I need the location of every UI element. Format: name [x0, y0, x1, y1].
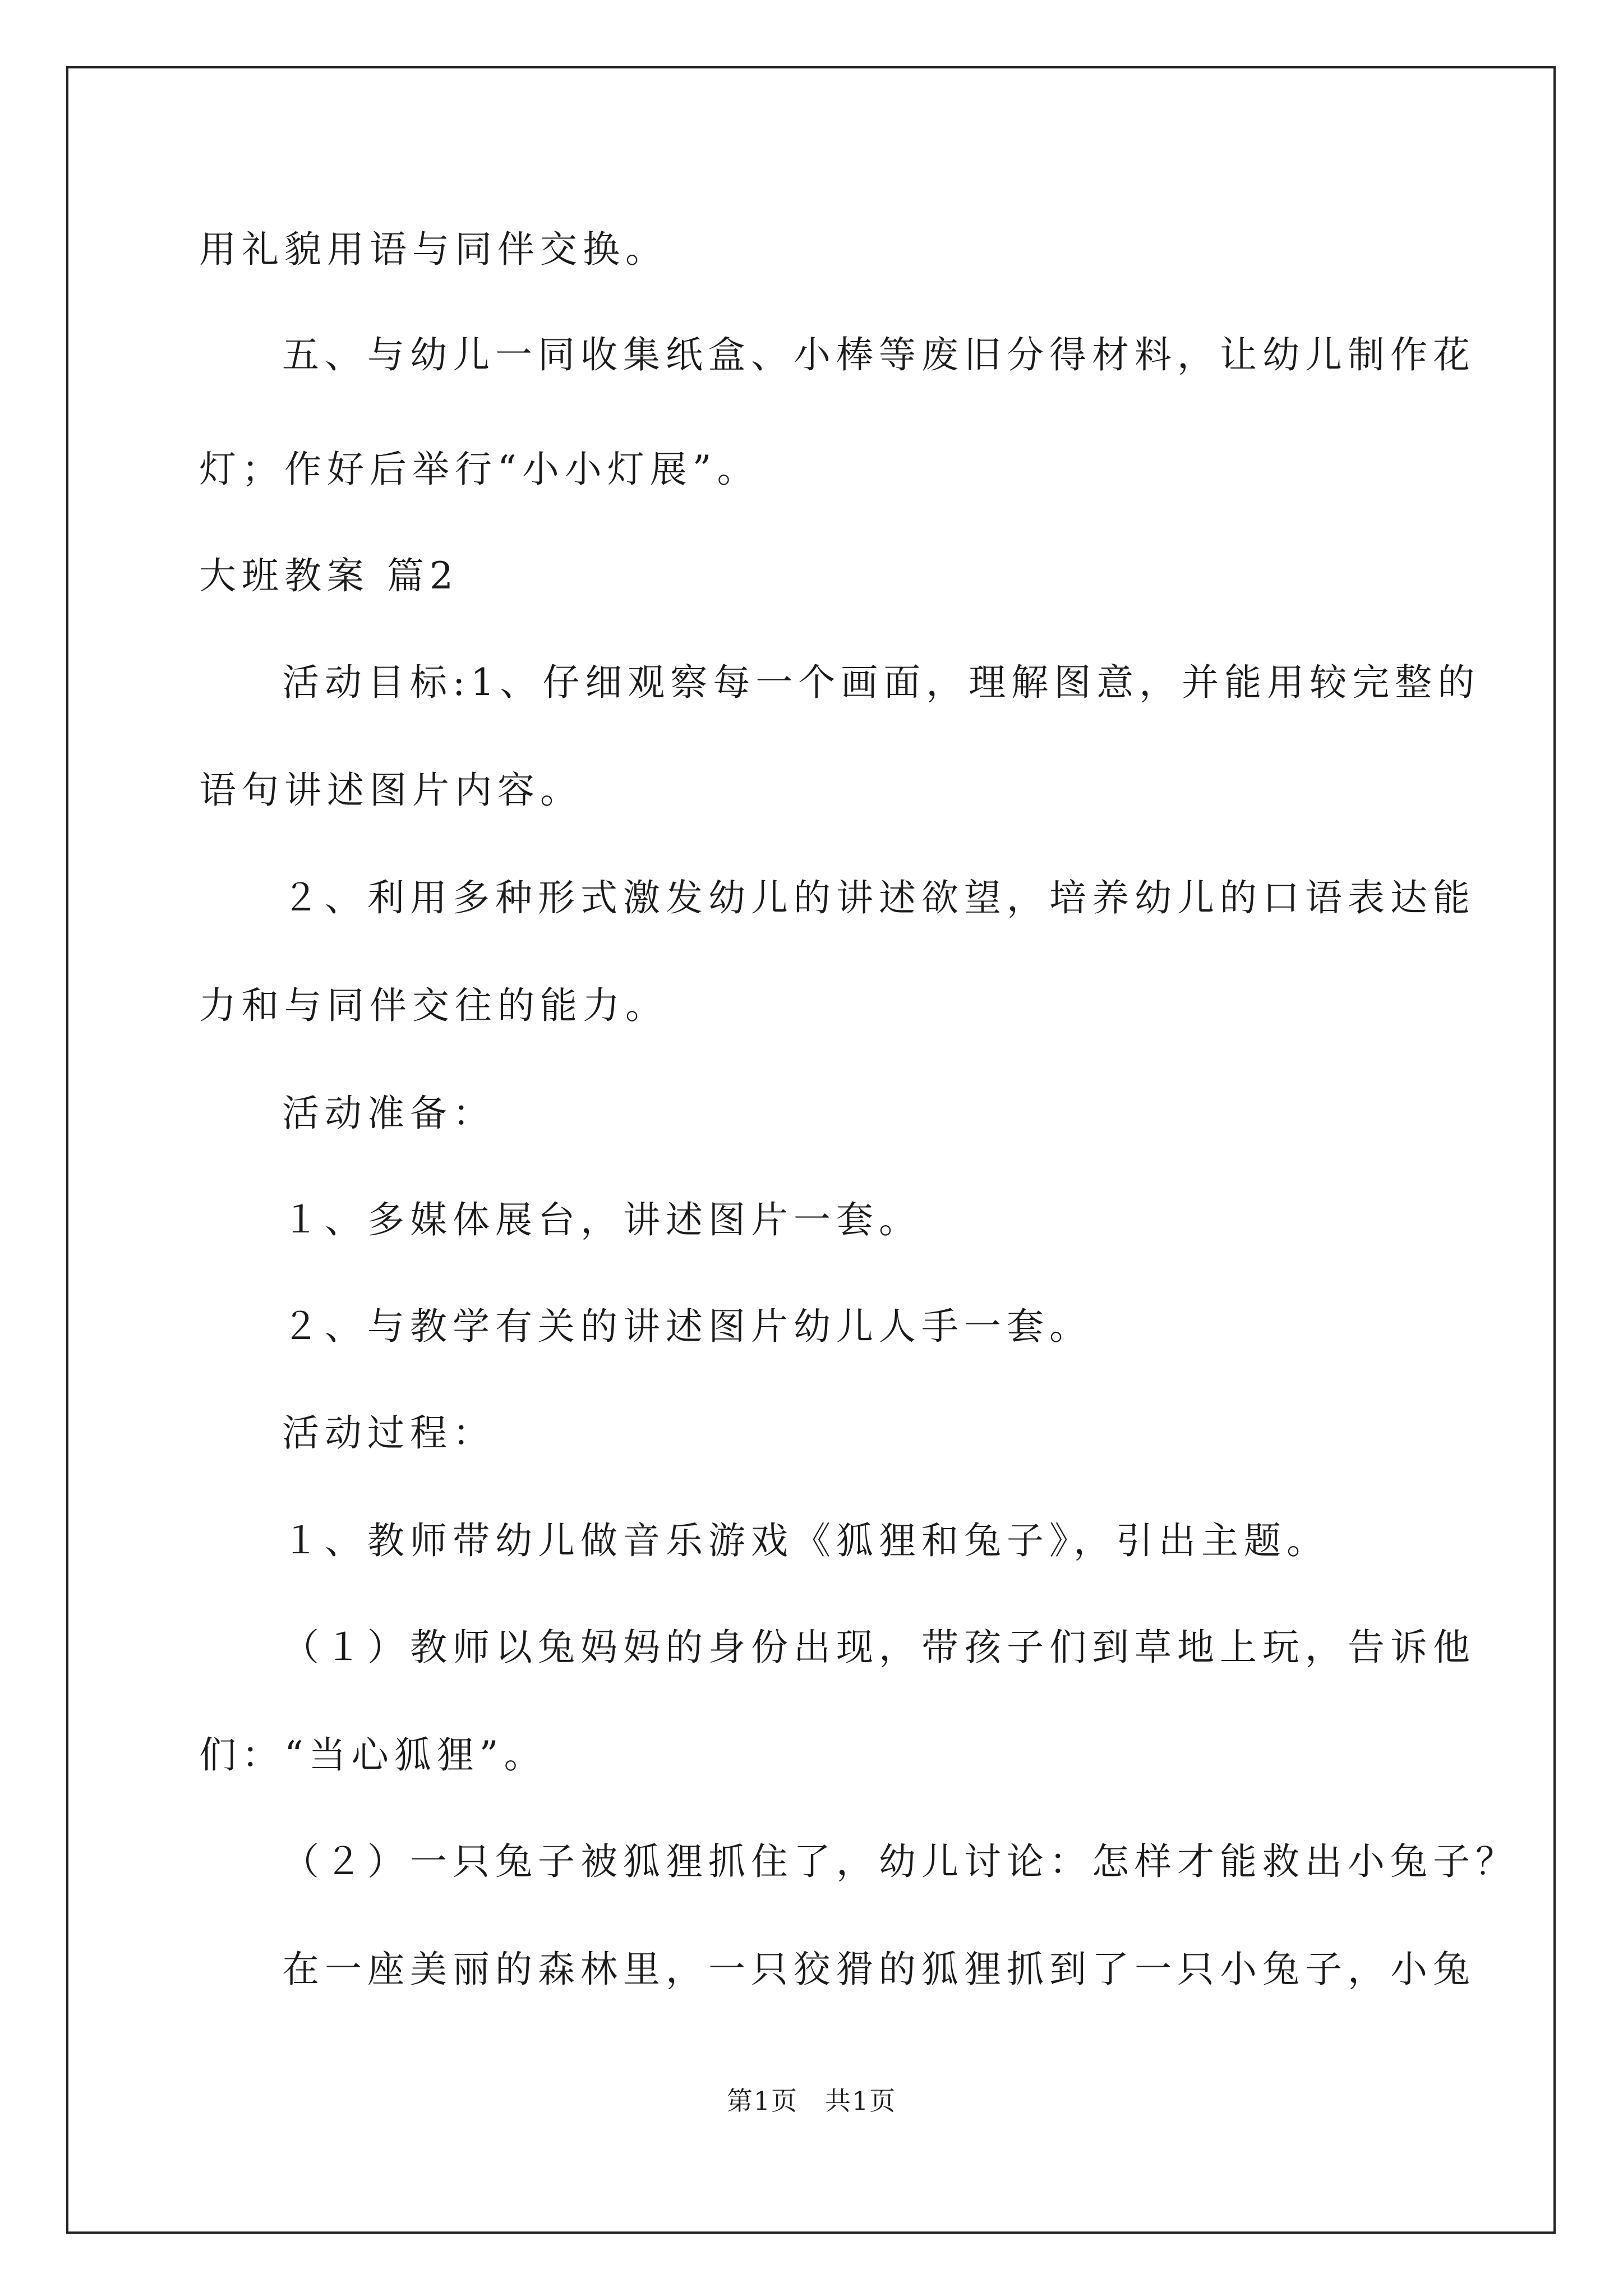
- paragraph-line: ２、利用多种形式激发幼儿的讲述欲望，培养幼儿的口语表达能: [282, 876, 1476, 919]
- paragraph-line: （１）教师以兔妈妈的身份出现，带孩子们到草地上玩，告诉他: [282, 1626, 1476, 1669]
- paragraph-line: 力和与同伴交往的能力。: [199, 984, 668, 1027]
- paragraph-line: ２、与教学有关的讲述图片幼儿人手一套。: [282, 1305, 1092, 1348]
- paragraph-line: １、多媒体展台，讲述图片一套。: [282, 1198, 921, 1241]
- section-heading: 大班教案 篇2: [199, 554, 459, 597]
- paragraph-line: 们：“当心狐狸”。: [199, 1733, 547, 1777]
- paragraph-line: 活动过程：: [282, 1411, 495, 1455]
- paragraph-line: 在一座美丽的森林里，一只狡猾的狐狸抓到了一只小兔子，小兔: [282, 1948, 1476, 1991]
- paragraph-line: １、教师带幼儿做音乐游戏《狐狸和兔子》，引出主题。: [282, 1519, 1329, 1562]
- paragraph-line: 用礼貌用语与同伴交换。: [199, 228, 668, 271]
- paragraph-line: 五、与幼儿一同收集纸盒、小棒等废旧分得材料，让幼儿制作花: [282, 333, 1476, 376]
- paragraph-line: 灯；作好后举行“小小灯展”。: [199, 448, 760, 491]
- paragraph-line: （２）一只兔子被狐狸抓住了，幼儿讨论：怎样才能救出小兔子？: [282, 1840, 1518, 1883]
- page-border: [66, 66, 1556, 2234]
- paragraph-line: 语句讲述图片内容。: [199, 769, 583, 812]
- paragraph-line: 活动目标:1、仔细观察每一个画面，理解图意，并能用较完整的: [282, 661, 1481, 704]
- page-footer: 第1页 共1页: [726, 2086, 897, 2116]
- paragraph-line: 活动准备：: [282, 1092, 495, 1135]
